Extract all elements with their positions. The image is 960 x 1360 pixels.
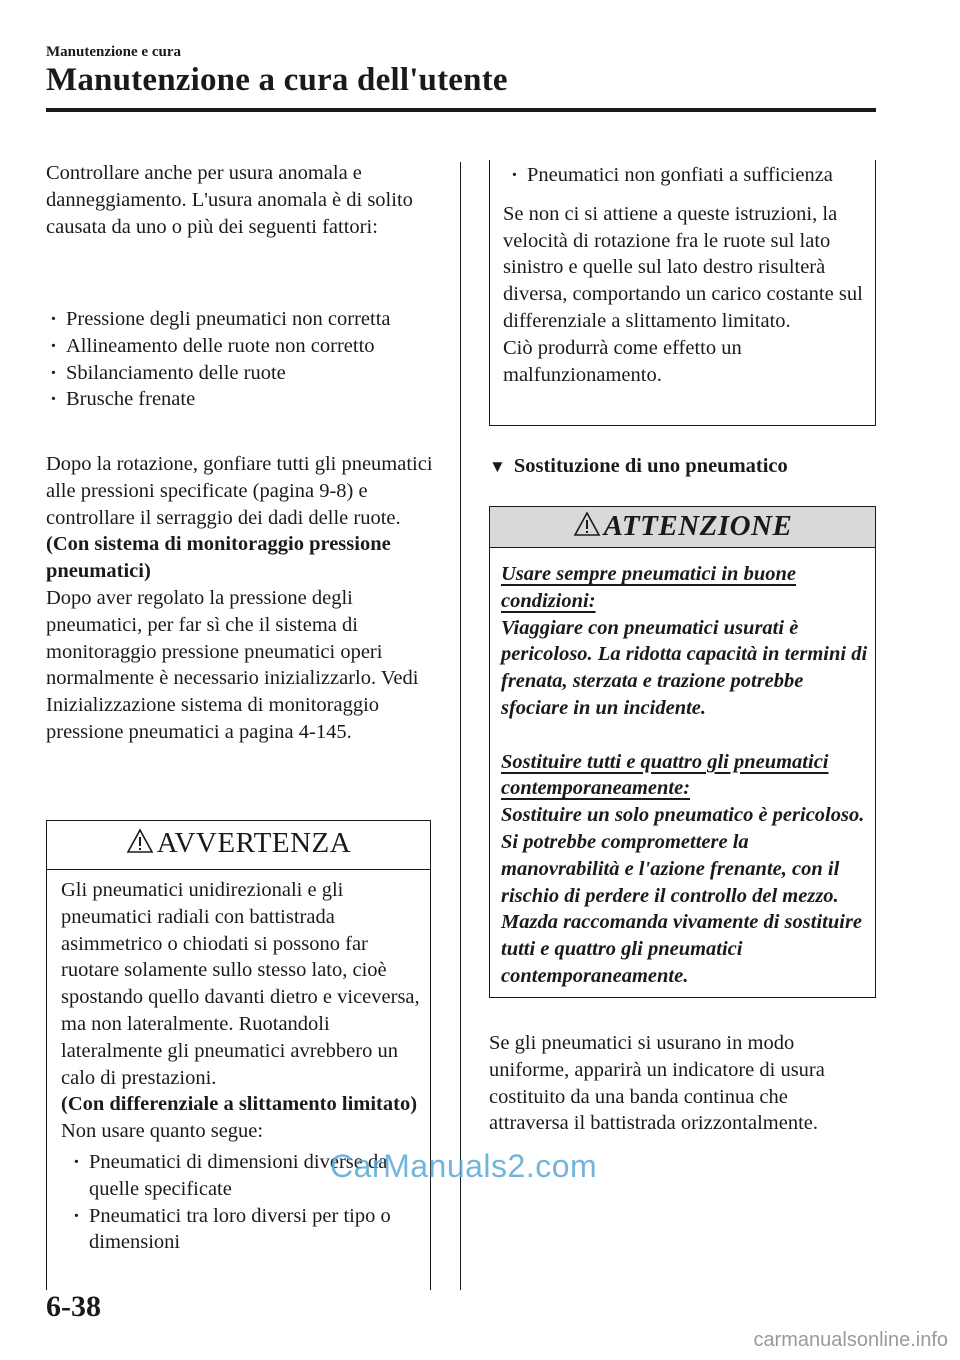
caution-body [501,561,871,990]
caution-heading-replace-all: Sostituire tutti e quattro gli pneumatici contemporaneamente: [501,750,829,800]
list-item: · Allineamento delle ruote non corretto [48,333,448,360]
lsd-list-continued [509,162,868,189]
column-divider [460,162,461,1290]
lsd-consequence-text: Se non ci si attiene a queste istruzioni, la velocità di rotazione fra le ruote sul lato sinistro e quelle sul lato destro risulterà diversa, comportando un carico costante sul differenziale a slittamento limitato. [503,202,863,332]
wear-indicator-paragraph: Se gli pneumatici si usurano in modo uniforme, apparirà un indicatore di usura costituito da una banda continua che attraversa il battistrada orizzontalmente. [489,1032,825,1135]
lsd-text: Non usare quanto segue: [61,1120,264,1143]
warning-triangle-icon [573,511,601,537]
intro-paragraph: Controllare anche per usura anomala e danneggiamento. L'usura anomala è di solito causata da uno o più dei seguenti fattori: [46,162,413,238]
lsd-heading: (Con differenziale a slittamento limitato) [61,1093,418,1116]
warning-box-continued [489,160,876,426]
section-title: Sostituzione di uno pneumatico [513,455,788,477]
footer-watermark: carmanualsonline.info [753,1329,948,1351]
triangle-marker-icon: ▼ [489,457,506,476]
tpms-heading: (Con sistema di monitoraggio pressione pneumatici) [46,533,391,583]
section-heading [489,455,788,478]
warning-title: AVVERTENZA [156,827,352,859]
list-item: · Pneumatici tra loro diversi per tipo o dimensioni [71,1203,421,1257]
caution-title: ATTENZIONE [603,510,793,542]
warning-body [61,877,421,1256]
warning-text: Gli pneumatici unidirezionali e gli pneumatici radiali con battistrada asimmetrico o chiodati si possono far ruotare solamente sullo stesso lato, cioè spostando quello davanti dietro e viceversa, ma non lateralmente. Ruotandoli lateralmente gli pneumatici avrebbero un calo di prestazioni. [61,879,420,1089]
caution-text-replace-all: Sostituire un solo pneumatico è pericoloso. Si potrebbe compromettere la manovrabilità e l'azione frenante, con il rischio di perdere il controllo del mezzo. Mazda raccomanda vivamente di sostituire tutti e quattro gli pneumatici contemporaneamente. [501,804,865,987]
caution-text-good-tires: Viaggiare con pneumatici usurati è pericoloso. La ridotta capacità in termini di frenata, sterzata e trazione potrebbe sfociare in un incidente. [501,616,868,719]
caution-header [490,507,875,548]
watermark: CarManuals2.com [330,1148,598,1184]
rotation-text: Dopo la rotazione, gonfiare tutti gli pneumatici alle pressioni specificate (pagina 9-8) e controllare il serraggio dei dadi delle ruote. [46,453,433,529]
list-item: · Sbilanciamento delle ruote [48,360,448,387]
warning-triangle-icon [126,828,154,854]
tpms-text: Dopo aver regolato la pressione degli pneumatici, per far sì che il sistema di monitoraggio pressione pneumatici operi normalmente è necessario inizializzarlo. Vedi Inizializzazione sistema di monitoraggio pressione pneumatici a pagina 4-145. [46,586,419,743]
list-item: · Pneumatici non gonfiati a sufficienza [509,162,868,189]
caution-heading-good-tires: Usare sempre pneumatici in buone condizioni: [501,563,796,612]
title-rule [46,108,876,112]
list-item: · Pneumatici di dimensioni diverse da quelle specificate [71,1149,421,1203]
warning-continued-body [503,160,868,388]
page-number: 6-38 [46,1290,101,1323]
warning-header [47,821,430,870]
page-title: Manutenzione a cura dell'utente [46,62,508,98]
wear-causes-list [48,306,448,413]
section-kicker: Manutenzione e cura [46,44,181,60]
warning-box [46,820,431,1290]
list-item: · Brusche frenate [48,386,448,413]
caution-box [489,506,876,998]
lsd-malfunction-text: Ciò produrrà come effetto un malfunzionamento. [503,336,742,386]
list-item: · Pressione degli pneumatici non corretta [48,306,448,333]
rotation-paragraph [46,451,446,746]
